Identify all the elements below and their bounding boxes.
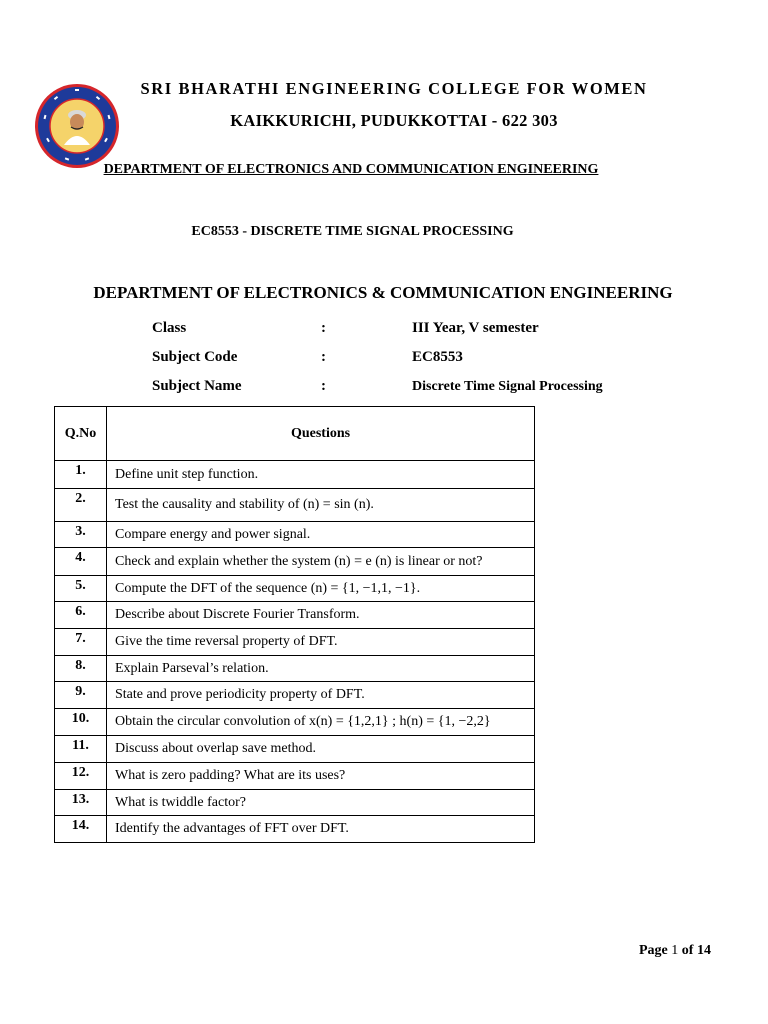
table-row <box>55 522 535 548</box>
question-number: 14. <box>55 816 107 843</box>
question-text: Explain Parseval’s relation. <box>107 656 535 682</box>
table-row <box>55 602 535 629</box>
table-row <box>55 576 535 602</box>
of-word: of <box>681 943 694 958</box>
question-text: Compare energy and power signal. <box>107 522 535 548</box>
question-number: 4. <box>55 548 107 576</box>
table-row <box>55 548 535 576</box>
subject-code-value: EC8553 <box>412 349 463 365</box>
question-text: Describe about Discrete Fourier Transform. <box>107 602 535 629</box>
question-text: What is zero padding? What are its uses? <box>107 763 535 790</box>
course-title: EC8553 - DISCRETE TIME SIGNAL PROCESSING <box>191 224 514 239</box>
class-value: III Year, V semester <box>412 320 539 336</box>
question-text: Compute the DFT of the sequence (n) = {1, −1,1, −1}. <box>107 576 535 602</box>
table-row <box>55 736 535 763</box>
table-row <box>55 816 535 843</box>
page-footer <box>639 943 711 959</box>
table-row <box>55 763 535 790</box>
question-number: 1. <box>55 461 107 489</box>
question-text: Check and explain whether the system (n) = e (n) is linear or not? <box>107 548 535 576</box>
question-number: 9. <box>55 682 107 709</box>
question-number: 3. <box>55 522 107 548</box>
question-number: 11. <box>55 736 107 763</box>
subject-name-value: Discrete Time Signal Processing <box>412 379 603 394</box>
question-text: Obtain the circular convolution of x(n) = {1,2,1} ; h(n) = {1, −2,2} <box>107 709 535 736</box>
class-colon: : <box>321 320 326 336</box>
table-row <box>55 682 535 709</box>
table-row <box>55 656 535 682</box>
table-row <box>55 709 535 736</box>
question-text: Define unit step function. <box>107 461 535 489</box>
question-text: Identify the advantages of FFT over DFT. <box>107 816 535 843</box>
subject-name-colon: : <box>321 378 326 394</box>
question-number: 2. <box>55 489 107 522</box>
questions-header: Questions <box>107 407 535 461</box>
college-address: KAIKKURICHI, PUDUKKOTTAI - 622 303 <box>230 111 558 130</box>
class-label: Class <box>152 320 187 336</box>
question-text: What is twiddle factor? <box>107 790 535 816</box>
question-text: Give the time reversal property of DFT. <box>107 629 535 656</box>
table-row <box>55 489 535 522</box>
question-number: 6. <box>55 602 107 629</box>
question-text: State and prove periodicity property of DFT. <box>107 682 535 709</box>
question-number: 5. <box>55 576 107 602</box>
page-word: Page <box>639 943 668 958</box>
question-text: Discuss about overlap save method. <box>107 736 535 763</box>
table-row <box>55 790 535 816</box>
page-total: 14 <box>696 943 711 958</box>
subject-code-colon: : <box>321 349 326 365</box>
questions-table <box>54 406 535 843</box>
department-title: DEPARTMENT OF ELECTRONICS AND COMMUNICATION ENGINEERING <box>103 162 599 177</box>
question-number: 13. <box>55 790 107 816</box>
college-name: SRI BHARATHI ENGINEERING COLLEGE FOR WOMEN <box>140 79 648 98</box>
table-row <box>55 461 535 489</box>
subject-name-label: Subject Name <box>152 378 242 394</box>
question-number: 10. <box>55 709 107 736</box>
question-text: Test the causality and stability of (n) = sin (n). <box>107 489 535 522</box>
qno-header: Q.No <box>55 407 107 461</box>
department-heading: DEPARTMENT OF ELECTRONICS & COMMUNICATION ENGINEERING <box>93 283 673 302</box>
subject-code-label: Subject Code <box>152 349 238 365</box>
question-number: 8. <box>55 656 107 682</box>
table-row <box>55 629 535 656</box>
page-number: 1 <box>671 943 679 958</box>
table-header-row <box>55 407 535 461</box>
question-number: 7. <box>55 629 107 656</box>
question-number: 12. <box>55 763 107 790</box>
